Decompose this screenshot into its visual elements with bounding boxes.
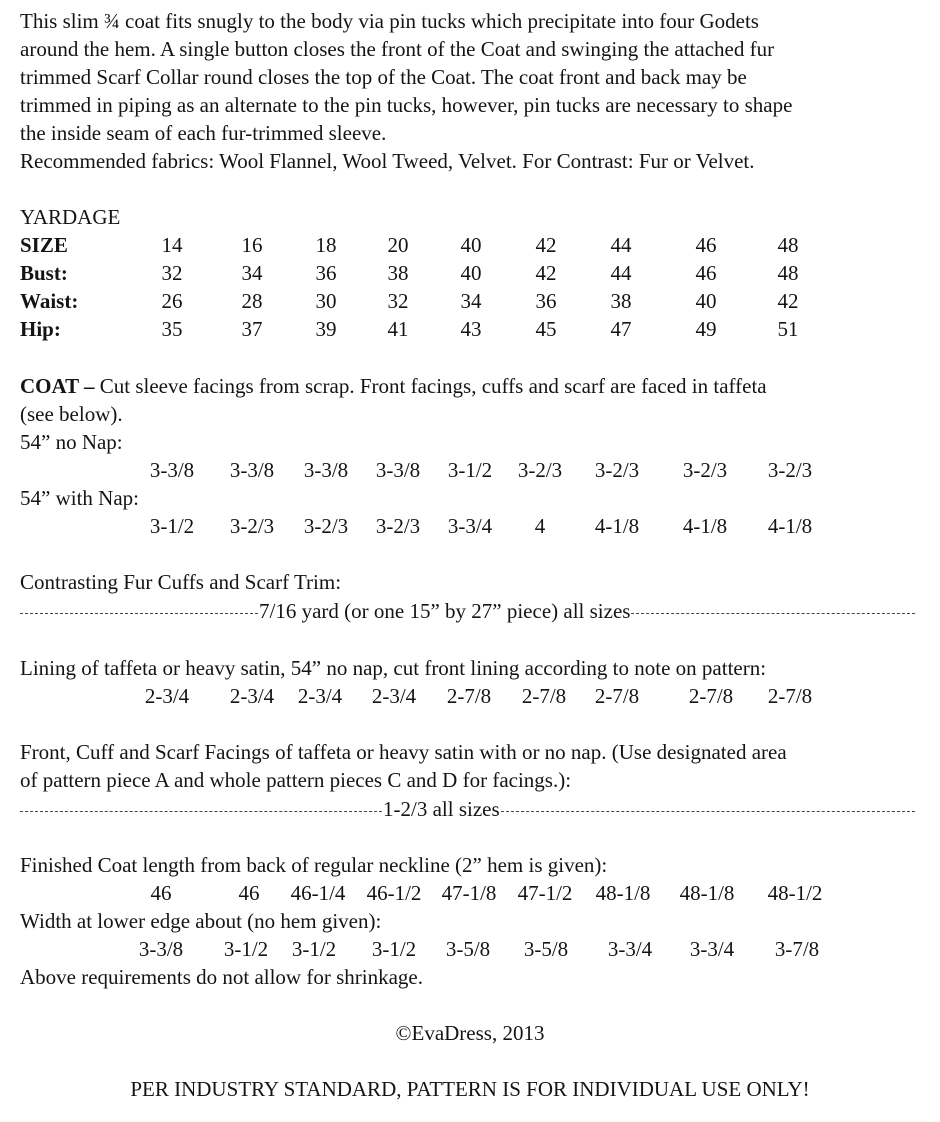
yardage-cell: 32 [161, 261, 183, 285]
fur-all-sizes-line [20, 597, 915, 625]
yardage-value: 2-3/4 [371, 684, 417, 708]
yardage-heading: YARDAGE [20, 205, 121, 229]
yardage-cell: 47 [610, 317, 632, 341]
yardage-cell: 30 [315, 289, 337, 313]
yardage-cell: 37 [241, 317, 263, 341]
yardage-value: 3-3/4 [689, 937, 735, 961]
yardage-row-label: SIZE [20, 233, 68, 257]
yardage-value: 3-2/3 [594, 458, 640, 482]
yardage-value: 3-2/3 [229, 514, 275, 538]
yardage-cell: 34 [241, 261, 263, 285]
yardage-cell: 40 [695, 289, 717, 313]
recommended-fabrics: Recommended fabrics: Wool Flannel, Wool Tweed, Velvet. For Contrast: Fur or Velvet. [20, 149, 755, 173]
yardage-value: 3-5/8 [523, 937, 569, 961]
yardage-value: 4-1/8 [594, 514, 640, 538]
yardage-value: 2-7/8 [767, 684, 813, 708]
coat-text-2: (see below). [20, 402, 123, 426]
intro-line-5: the inside seam of each fur-trimmed sleeve. [20, 121, 387, 145]
yardage-value: 46-1/2 [366, 881, 422, 905]
yardage-cell: 39 [315, 317, 337, 341]
yardage-value: 47-1/2 [517, 881, 573, 905]
yardage-cell: 51 [777, 317, 799, 341]
facings-all-sizes-line [20, 795, 915, 823]
lining-label: Lining of taffeta or heavy satin, 54” no nap, cut front lining according to note on pattern: [20, 656, 767, 680]
yardage-value: 4-1/8 [767, 514, 813, 538]
yardage-cell: 38 [610, 289, 632, 313]
finished-length-label: Finished Coat length from back of regular neckline (2” hem is given): [20, 853, 608, 877]
intro-line-3: trimmed Scarf Collar round closes the top of the Coat. The coat front and back may be [20, 65, 747, 89]
dash-fill-right [501, 811, 915, 812]
yardage-value: 2-7/8 [688, 684, 734, 708]
yardage-value: 3-3/8 [138, 937, 184, 961]
yardage-value: 48-1/8 [679, 881, 735, 905]
yardage-cell: 48 [777, 261, 799, 285]
yardage-value: 3-2/3 [375, 514, 421, 538]
yardage-cell: 43 [460, 317, 482, 341]
yardage-value: 2-3/4 [144, 684, 190, 708]
yardage-cell: 42 [535, 261, 557, 285]
yardage-value: 3-2/3 [303, 514, 349, 538]
yardage-cell: 28 [241, 289, 263, 313]
fur-label: Contrasting Fur Cuffs and Scarf Trim: [20, 570, 342, 594]
dash-fill-left [20, 811, 382, 812]
yardage-value: 46 [238, 881, 260, 905]
coat-text: Cut sleeve facings from scrap. Front facings, cuffs and scarf are faced in taffeta [94, 374, 767, 398]
width-label: Width at lower edge about (no hem given): [20, 909, 382, 933]
intro-line-1: This slim ¾ coat fits snugly to the body via pin tucks which precipitate into four Godets [20, 9, 759, 33]
yardage-cell: 34 [460, 289, 482, 313]
facings-all-sizes: 1-2/3 all sizes [383, 797, 500, 821]
yardage-value: 4-1/8 [682, 514, 728, 538]
use-notice: PER INDUSTRY STANDARD, PATTERN IS FOR INDIVIDUAL USE ONLY! [130, 1077, 810, 1101]
yardage-cell: 48 [777, 233, 799, 257]
yardage-cell: 41 [387, 317, 409, 341]
yardage-value: 47-1/8 [441, 881, 497, 905]
yardage-value: 3-3/8 [375, 458, 421, 482]
no-nap-label: 54” no Nap: [20, 430, 123, 454]
yardage-row-label: Bust: [20, 261, 68, 285]
yardage-row-label: Hip: [20, 317, 61, 341]
yardage-cell: 49 [695, 317, 717, 341]
yardage-value: 3-1/2 [447, 458, 493, 482]
yardage-cell: 45 [535, 317, 557, 341]
dash-fill-left [20, 613, 258, 614]
yardage-value: 2-7/8 [594, 684, 640, 708]
yardage-value: 3-1/2 [291, 937, 337, 961]
yardage-cell: 46 [695, 233, 717, 257]
shrinkage-note: Above requirements do not allow for shrinkage. [20, 965, 423, 989]
yardage-value: 2-3/4 [297, 684, 343, 708]
yardage-cell: 26 [161, 289, 183, 313]
yardage-cell: 44 [610, 233, 632, 257]
yardage-value: 3-3/4 [447, 514, 493, 538]
yardage-value: 48-1/8 [595, 881, 651, 905]
yardage-value: 3-2/3 [767, 458, 813, 482]
facings-line-2: of pattern piece A and whole pattern pieces C and D for facings.): [20, 768, 572, 792]
yardage-cell: 20 [387, 233, 409, 257]
coat-line [20, 372, 767, 400]
yardage-value: 4 [534, 514, 546, 538]
yardage-cell: 35 [161, 317, 183, 341]
yardage-cell: 40 [460, 261, 482, 285]
yardage-value: 3-2/3 [682, 458, 728, 482]
with-nap-label: 54” with Nap: [20, 486, 139, 510]
yardage-value: 3-2/3 [517, 458, 563, 482]
yardage-cell: 14 [161, 233, 183, 257]
yardage-cell: 38 [387, 261, 409, 285]
yardage-value: 2-7/8 [446, 684, 492, 708]
yardage-row-label: Waist: [20, 289, 79, 313]
yardage-value: 2-7/8 [521, 684, 567, 708]
fur-all-sizes: 7/16 yard (or one 15” by 27” piece) all sizes [259, 599, 631, 623]
yardage-value: 3-7/8 [774, 937, 820, 961]
yardage-cell: 36 [315, 261, 337, 285]
facings-line-1: Front, Cuff and Scarf Facings of taffeta or heavy satin with or no nap. (Use designated area [20, 740, 787, 764]
yardage-cell: 42 [777, 289, 799, 313]
dash-fill-right [631, 613, 915, 614]
intro-line-4: trimmed in piping as an alternate to the pin tucks, however, pin tucks are necessary to shape [20, 93, 793, 117]
yardage-cell: 18 [315, 233, 337, 257]
yardage-value: 2-3/4 [229, 684, 275, 708]
yardage-value: 3-1/2 [223, 937, 269, 961]
yardage-cell: 40 [460, 233, 482, 257]
intro-line-2: around the hem. A single button closes the front of the Coat and swinging the attached fur [20, 37, 775, 61]
yardage-value: 3-3/8 [303, 458, 349, 482]
yardage-cell: 42 [535, 233, 557, 257]
yardage-value: 3-3/4 [607, 937, 653, 961]
yardage-value: 3-3/8 [229, 458, 275, 482]
yardage-value: 48-1/2 [767, 881, 823, 905]
yardage-value: 3-5/8 [445, 937, 491, 961]
copyright: ©EvaDress, 2013 [395, 1021, 545, 1045]
yardage-value: 46-1/4 [290, 881, 346, 905]
yardage-cell: 44 [610, 261, 632, 285]
yardage-cell: 16 [241, 233, 263, 257]
yardage-cell: 36 [535, 289, 557, 313]
yardage-value: 46 [150, 881, 172, 905]
yardage-value: 3-1/2 [371, 937, 417, 961]
yardage-cell: 32 [387, 289, 409, 313]
yardage-cell: 46 [695, 261, 717, 285]
yardage-value: 3-1/2 [149, 514, 195, 538]
coat-heading: COAT – [20, 374, 95, 398]
yardage-value: 3-3/8 [149, 458, 195, 482]
